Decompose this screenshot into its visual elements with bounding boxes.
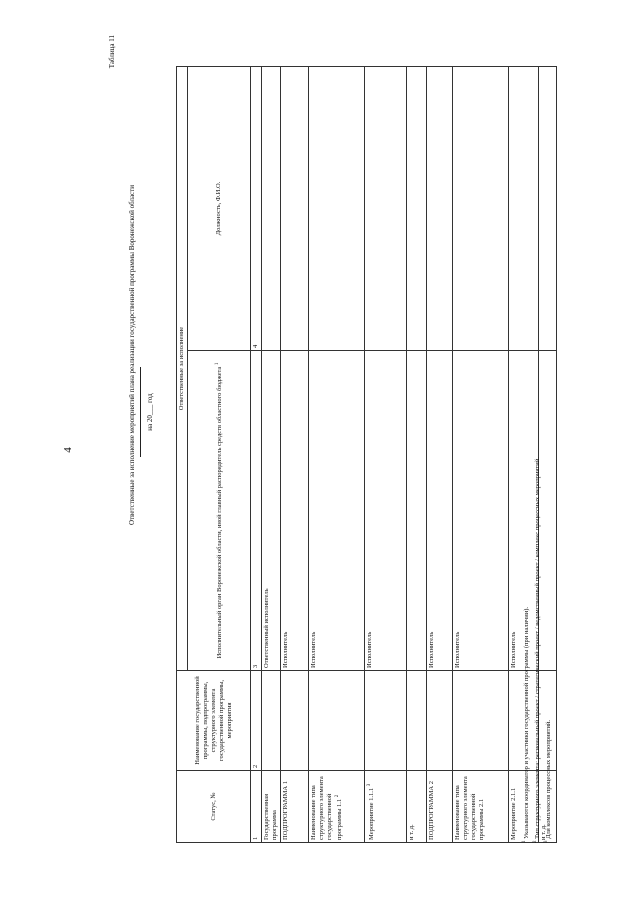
status-cell: и т. д. <box>539 771 557 843</box>
column-number: 3 <box>251 351 262 671</box>
status-cell: ПОДПРОГРАММА 1 <box>281 771 309 843</box>
header-responsible-group: Ответственные за исполнение <box>177 66 188 670</box>
position-cell <box>407 66 427 350</box>
executor-cell: Ответственный исполнитель <box>262 351 281 671</box>
header-position-name: Должность, Ф.И.О. <box>188 66 251 350</box>
header-executor-org: Исполнительный орган Воронежской области, иной главный распорядитель средств областного бюджета $^1$ <box>188 351 251 671</box>
table-row <box>281 66 309 842</box>
status-cell: Мероприятие 1.1.1 $^3$ <box>365 771 407 843</box>
executor-cell: Исполнитель <box>281 351 309 671</box>
status-cell: Наименование типа структурного элемента государственной программы 2.1 <box>453 771 509 843</box>
status-cell: Государственная программа <box>262 771 281 843</box>
name-cell <box>407 671 427 771</box>
status-cell: Мероприятие 2.1.1 <box>509 771 539 843</box>
header-status: Статус, № <box>177 771 251 843</box>
position-cell <box>453 66 509 350</box>
table-row <box>365 66 407 842</box>
position-cell <box>262 66 281 350</box>
table-row <box>407 66 427 842</box>
footnote: $^3$ Для комплексов процессных мероприятий. <box>544 719 553 843</box>
table-label: Таблица 11 <box>108 35 116 69</box>
executor-cell <box>407 351 427 671</box>
executor-cell: Исполнитель <box>453 351 509 671</box>
position-cell <box>427 66 453 350</box>
column-number: 4 <box>251 66 262 350</box>
column-number: 2 <box>251 671 262 771</box>
footnote: $^1$ Указываются координатор и участники государственной программы (при наличии). <box>522 606 531 843</box>
executor-cell: Исполнитель <box>509 351 539 671</box>
blank-underline <box>140 367 141 457</box>
status-cell: Наименование типа структурного элемента государственной программы 1.1 $^2$ <box>309 771 365 843</box>
position-cell <box>365 66 407 350</box>
document-title: Ответственные за исполнение мероприятий плана реализации государственной программы Воронежской области <box>128 185 136 525</box>
name-cell <box>281 671 309 771</box>
name-cell <box>365 671 407 771</box>
position-cell <box>309 66 365 350</box>
year-line: на 20___ год <box>146 393 154 431</box>
page-number: 4 <box>62 447 74 453</box>
column-number: 1 <box>251 771 262 843</box>
name-cell <box>309 671 365 771</box>
executor-cell: Исполнитель <box>309 351 365 671</box>
responsibility-table <box>176 66 557 843</box>
executor-cell: Исполнитель <box>427 351 453 671</box>
table-row <box>309 66 365 842</box>
table-row <box>427 66 453 842</box>
position-cell <box>281 66 309 350</box>
name-cell <box>262 671 281 771</box>
footnote: $^2$ Тип структурного элемента: региональный проект / стратегический проект / ведомственный проект / комплекс процессных мероприятий. <box>533 457 542 843</box>
status-cell: и т. д. <box>407 771 427 843</box>
name-cell <box>427 671 453 771</box>
executor-cell: Исполнитель <box>365 351 407 671</box>
header-name: Наименование государственной программы, подпрограммы, структурного элемента государственной программы, мероприятия <box>177 671 251 771</box>
status-cell: ПОДПРОГРАММА 2 <box>427 771 453 843</box>
footnotes <box>520 143 553 843</box>
table-row <box>453 66 509 842</box>
table-row <box>262 66 281 842</box>
name-cell <box>453 671 509 771</box>
